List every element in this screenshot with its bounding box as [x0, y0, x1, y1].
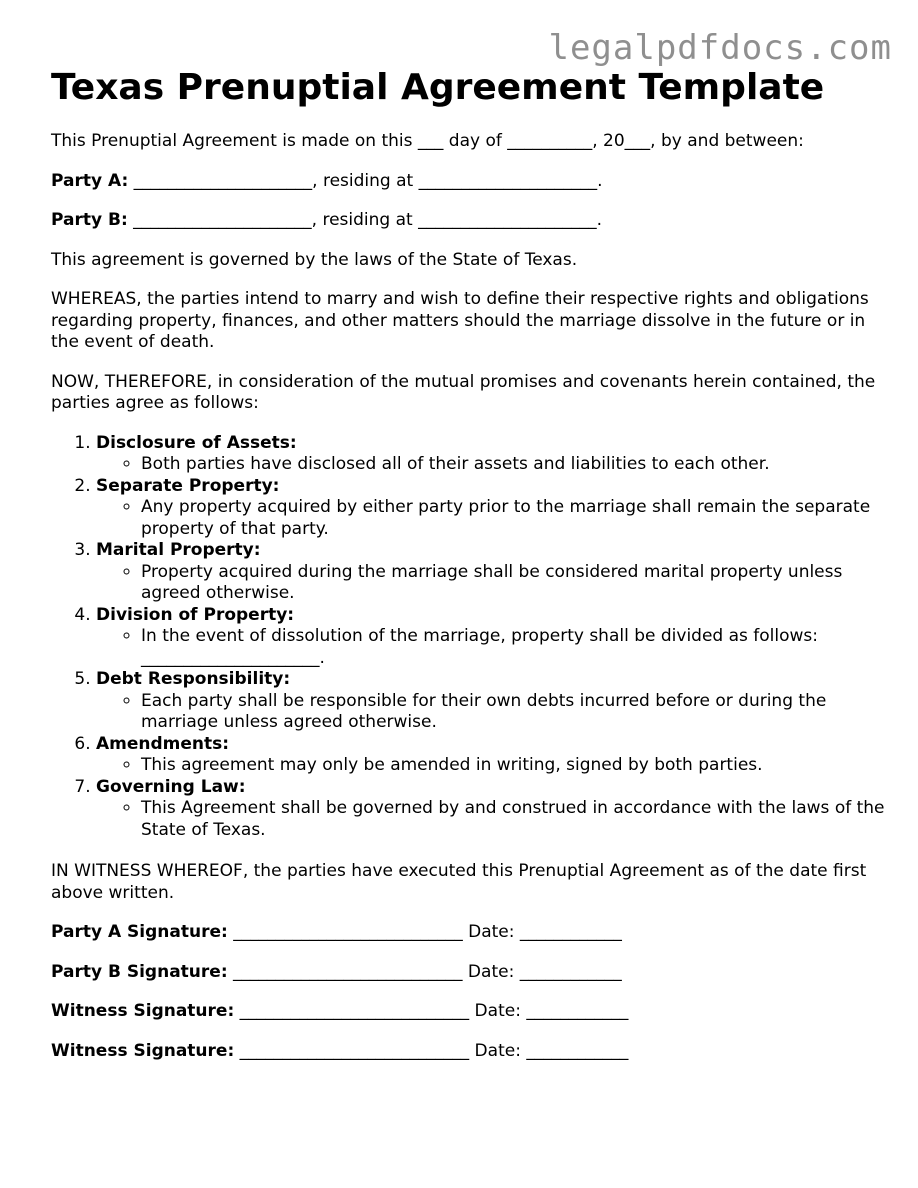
signature-block — [51, 922, 891, 1062]
terms-list — [51, 433, 891, 842]
term-item — [96, 540, 891, 605]
term-item — [96, 433, 891, 476]
signature-line-party-a — [51, 922, 891, 944]
term-detail: ◦ In the event of dissolution of the marriage, property shall be divided as follows: _____________________. — [141, 626, 891, 669]
signature-line-witness-2 — [51, 1041, 891, 1063]
document-title: Texas Prenuptial Agreement Template — [51, 67, 825, 108]
watermark-logo: legalpdfdocs.com — [548, 28, 892, 68]
party-a-blanks: _____________________, residing at _____________________. — [128, 170, 603, 191]
signature-blanks: ___________________________ Date: ____________ — [227, 961, 622, 982]
term-heading: Marital Property: — [96, 540, 261, 560]
signature-label: Witness Signature: — [51, 1001, 235, 1021]
term-heading: Division of Property: — [96, 604, 295, 625]
term-item — [96, 669, 891, 734]
term-heading: Disclosure of Assets: — [96, 432, 297, 453]
signature-blanks: ___________________________ Date: ____________ — [227, 922, 622, 942]
term-heading: Governing Law: — [96, 776, 246, 797]
term-heading: Separate Property: — [96, 475, 280, 496]
document-page — [51, 64, 891, 1062]
party-b-blanks: _____________________, residing at _____________________. — [127, 210, 602, 230]
signature-blanks: ___________________________ Date: ____________ — [234, 1040, 629, 1061]
term-heading: Debt Responsibility: — [96, 669, 291, 689]
governed-paragraph: This agreement is governed by the laws of the State of Texas. — [51, 249, 578, 270]
party-b-label: Party B: — [51, 210, 128, 230]
party-a-line — [51, 171, 891, 193]
signature-line-party-b — [51, 962, 891, 984]
party-a-label: Party A: — [51, 170, 129, 191]
term-item — [96, 734, 891, 777]
signature-label: Party B Signature: — [51, 961, 228, 982]
whereas-paragraph: WHEREAS, the parties intend to marry and wish to define their respective rights and obligations regarding property, finances, and other matters should the marriage dissolve in the future or in the event of death. — [51, 289, 869, 352]
term-detail: ◦ This Agreement shall be governed by and construed in accordance with the laws of the State of Texas. — [141, 798, 891, 841]
party-b-line — [51, 210, 891, 232]
term-detail: ◦ This agreement may only be amended in writing, signed by both parties. — [141, 755, 891, 777]
signature-line-witness-1 — [51, 1001, 891, 1023]
signature-label: Party A Signature: — [51, 922, 228, 942]
signature-blanks: ___________________________ Date: ____________ — [234, 1001, 629, 1021]
term-detail: ◦ Any property acquired by either party prior to the marriage shall remain the separate property of that party. — [141, 497, 891, 540]
intro-paragraph: This Prenuptial Agreement is made on this ___ day of __________, 20___, by and between: — [51, 131, 804, 151]
signature-label: Witness Signature: — [51, 1040, 235, 1061]
term-item — [96, 777, 891, 842]
term-detail: ◦ Each party shall be responsible for their own debts incurred before or during the marriage unless agreed otherwise. — [141, 691, 891, 734]
term-detail: ◦ Property acquired during the marriage shall be considered marital property unless agreed otherwise. — [141, 562, 891, 605]
term-detail: ◦ Both parties have disclosed all of their assets and liabilities to each other. — [141, 454, 891, 476]
term-heading: Amendments: — [96, 733, 230, 754]
witness-whereof-paragraph: IN WITNESS WHEREOF, the parties have executed this Prenuptial Agreement as of the date first above written. — [51, 861, 867, 903]
term-item — [96, 476, 891, 541]
now-therefore-paragraph: NOW, THEREFORE, in consideration of the mutual promises and covenants herein contained, the parties agree as follows: — [51, 371, 876, 413]
term-item — [96, 605, 891, 670]
